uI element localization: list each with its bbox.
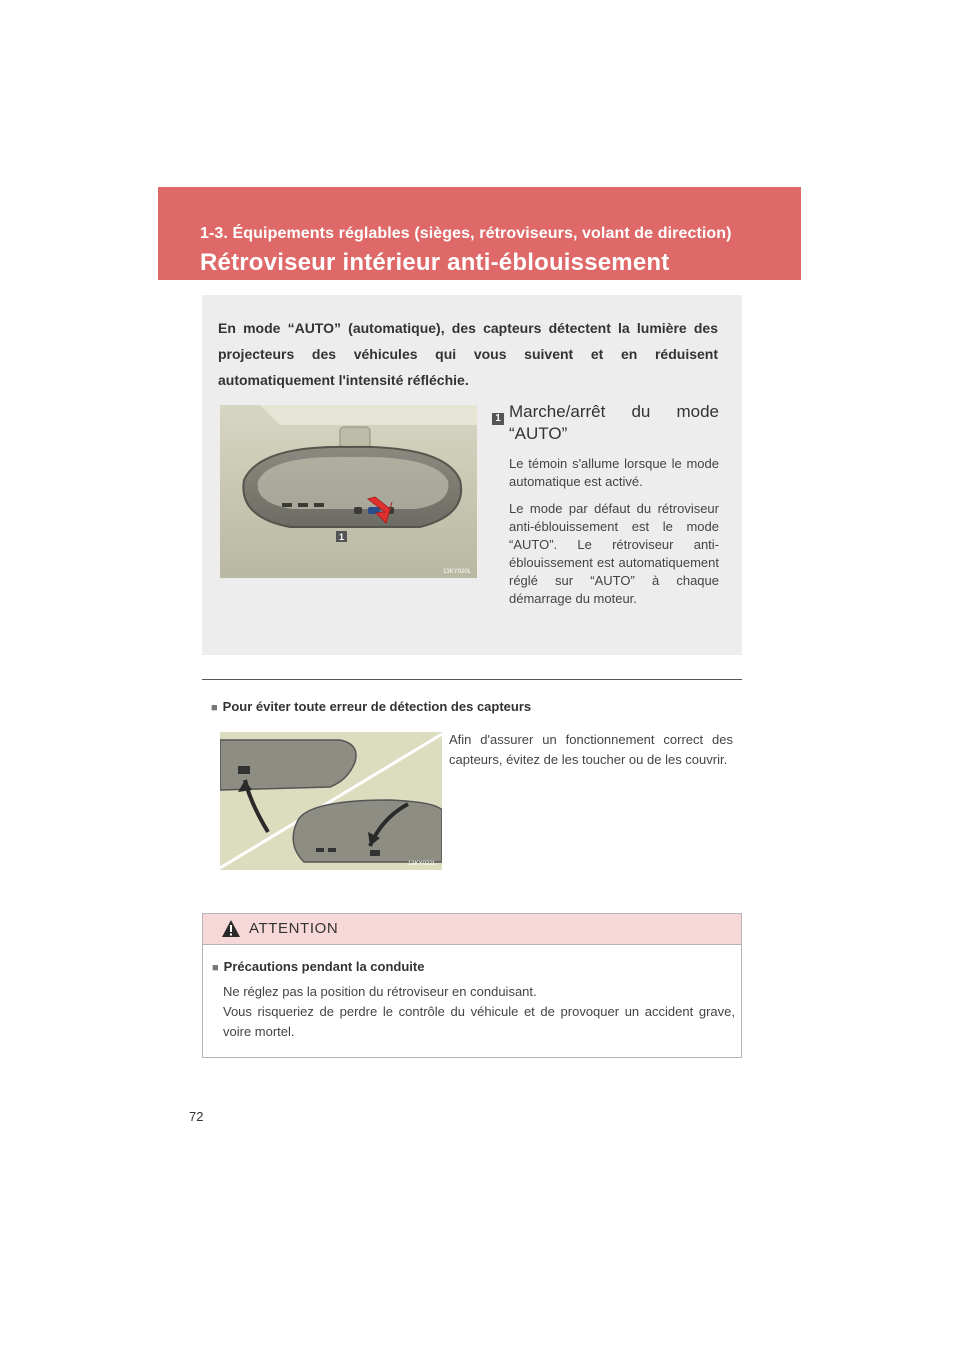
sensor-location-illustration <box>220 732 442 870</box>
page-title: Rétroviseur intérieur anti-éblouissement <box>200 249 670 276</box>
callout-paragraph-1: Le témoin s'allume lorsque le mode automatique est activé. <box>509 456 719 489</box>
sensors-heading-text: Pour éviter toute erreur de détection des capteurs <box>222 699 532 714</box>
section-label: 1-3. Équipements réglables (sièges, rétroviseurs, volant de direction) <box>200 225 732 242</box>
intro-text: En mode “AUTO” (automatique), des capteurs détectent la lumière des projecteurs des véhicules qui vous suivent et en réduisent automatiquement l'intensité réfléchie. <box>218 320 718 388</box>
attention-subheading <box>212 959 424 974</box>
attention-subheading-text: Précautions pendant la conduite <box>223 959 425 974</box>
square-bullet-icon: ■ <box>211 702 218 714</box>
attention-line-1: Ne réglez pas la position du rétroviseur en conduisant. <box>223 984 537 999</box>
attention-box <box>202 913 742 1058</box>
sensors-heading <box>211 699 531 714</box>
image-code: 13KY020L <box>442 569 471 575</box>
callout-paragraph-2: Le mode par défaut du rétroviseur anti-éblouissement est le mode “AUTO”. Le rétroviseur anti-éblouissement est automatiquement réglé sur “AUTO” à chaque démarrage du moteur. <box>509 501 719 606</box>
callout-number-1: 1 <box>492 413 504 425</box>
rearview-mirror-illustration <box>220 405 477 578</box>
sensor-photo <box>220 732 442 870</box>
svg-text:1: 1 <box>338 532 345 542</box>
image-code-2: 13KY022L <box>407 861 436 867</box>
attention-label: ATTENTION <box>249 920 339 937</box>
callout-description <box>509 455 719 617</box>
page-number: 72 <box>189 1109 204 1124</box>
attention-body <box>223 982 735 1042</box>
mirror-photo <box>220 405 477 578</box>
attention-line-2: Vous risqueriez de perdre le contrôle du véhicule et de provoquer un accident grave, voire mortel. <box>223 1004 735 1039</box>
attention-header <box>203 914 741 945</box>
warning-triangle-icon <box>221 919 241 938</box>
section-divider <box>202 679 742 680</box>
intro-box <box>202 295 742 655</box>
section-header <box>158 187 801 280</box>
sensors-text: Afin d'assurer un fonctionnement correct des capteurs, évitez de les toucher ou de les couvrir. <box>449 732 733 767</box>
square-bullet-icon: ■ <box>212 962 219 974</box>
callout-title: Marche/arrêt du mode “AUTO” <box>509 402 719 443</box>
